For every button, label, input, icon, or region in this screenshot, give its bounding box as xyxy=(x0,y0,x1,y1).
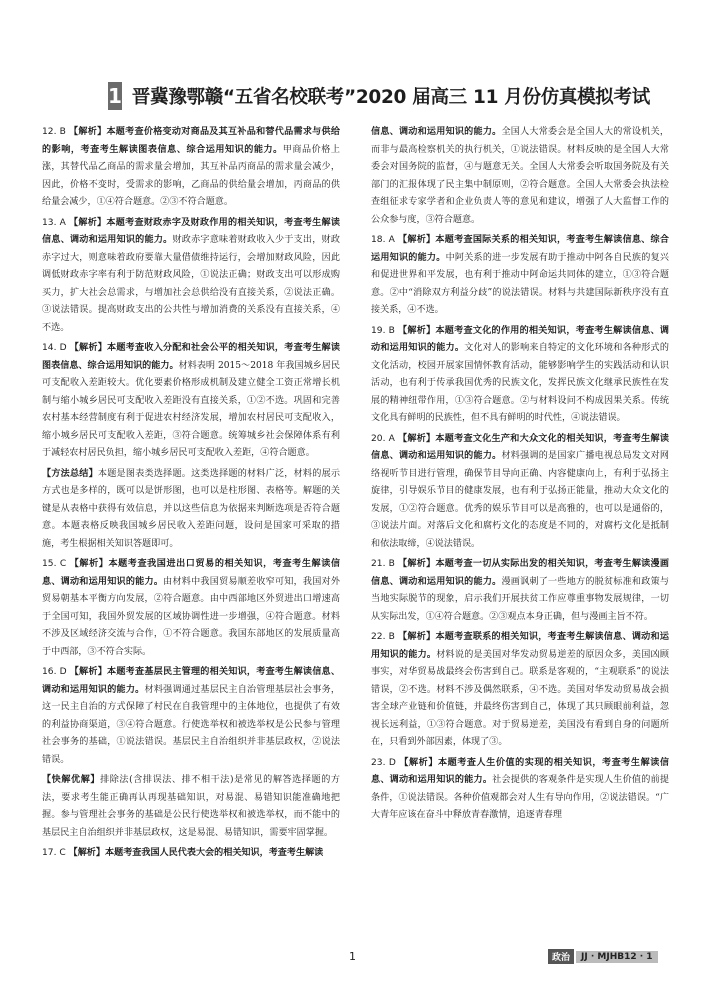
answer-entry xyxy=(371,323,669,428)
page-title: 晋冀豫鄂赣“五省名校联考”2020 届高三 11 月份仿真模拟考试 xyxy=(131,87,650,108)
subject-label: 政治 xyxy=(548,949,574,964)
answer-continuation xyxy=(371,124,669,229)
answer-number: 16. D xyxy=(42,667,67,677)
answer-number: 23. D xyxy=(371,757,396,768)
answer-entry xyxy=(42,340,340,463)
analysis-body: 由材料中我国贸易顺差收窄可知，我国对外贸易朝基本平衡方向发展，②符合题意。由中西部地区外贸进出口增速高于全国可知，我国外贸发展的区域协调性进一步增强，④符合题意。材料不涉及区域经济交流与合作，①不符合题意。我国东部地区的发展质量高于中西部，③不符合实际。 xyxy=(42,576,340,657)
method-note xyxy=(42,466,340,554)
answer-entry xyxy=(371,431,669,554)
analysis-lead: 本题考查价格变动对商品及其互补品和替代品需求与供给的影响，考查考生解读图表信息、综合运用知识的能力。 xyxy=(42,127,340,155)
answer-entry xyxy=(371,232,669,320)
analysis-tag: 【解析】 xyxy=(69,217,107,228)
analysis-tag: 【方法总结】 xyxy=(42,468,98,479)
answer-entry xyxy=(371,755,669,825)
answer-number: 18. A xyxy=(371,235,395,245)
answer-entry xyxy=(371,629,669,752)
analysis-tag: 【解析】 xyxy=(68,848,105,858)
analysis-tag: 【解析】 xyxy=(69,127,107,137)
footer-tag xyxy=(548,949,658,964)
answer-entry xyxy=(42,215,340,338)
analysis-body: 本题是图表类选择题。这类选择题的材料广泛，材料的展示方式也是多样的，既可以是饼形图，也可以是柱形图、表格等。解题的关键是从表格中获得有效信息，并以这些信息为依据来判断选项是否符合题意。本题表格反映我国城乡居民收入差距问题，设问是国家可采取的措施，考生根据相关知识答题即可。 xyxy=(42,468,340,549)
analysis-body: 材料表明 2015～2018 年我国城乡居民可支配收入差距较大。优化要素价格形成机制及建立健全工资正常增长机制与缩小城乡居民可支配收入差距没有直接关系，①②不选。巩固和完善农村基本经营制度有利于促进农村经济发展，增加农村居民可支配收入，缩小城乡居民可支配收入差距，③符合题意。统筹城乡社会保障体系有利于减轻农村居民负担，缩小城乡居民可支配收入差距，④符合题意。 xyxy=(42,360,340,458)
left-column xyxy=(42,124,340,939)
answer-number: 14. D xyxy=(42,343,67,353)
analysis-body: 社会提供的客观条件是实现人生价值的前提条件，①说法错误。各种价值观都会对人生有导向作用，②说法错误。“广大青年应该在奋斗中释放青春激情，追逐青春理 xyxy=(371,775,669,820)
answer-number: 20. A xyxy=(371,433,395,444)
page-number: 1 xyxy=(349,950,356,963)
analysis-lead: 本题考查人生价值的实现的相关知识，考查考生解读信息、调动和运用知识的能力。 xyxy=(371,757,669,785)
analysis-body: 材料强调通过基层民主自治管理基层社会事务，这一民主自治的方式保障了村民在自我管理中的主体地位，也提供了有效的利益协商渠道，③④符合题意。行使选举权和被选举权是公民参与管理社会事务的基础，①说法错误。基层民主自治组织并非基层政权，②说法错误。 xyxy=(42,684,340,765)
analysis-body: 甲商品价格上涨，其替代品乙商品的需求量会增加，其互补品丙商品的需求量会减少，因此，价格不变时，受需求的影响，乙商品的供给量会增加，丙商品的供给量会减少，①④符合题意。②③不符合题意。 xyxy=(42,144,340,207)
answer-entry xyxy=(42,124,340,212)
analysis-body: 全国人大常委会是全国人大的常设机关，而非与最高检察机关的执行机关，①说法错误。材料反映的是全国人大常委会对国务院的监督，④与题意无关。全国人大常委会听取国务院及有关部门的汇报体现了民主集中制原则，②符合题意。全国人大常委会执法检查组征求专家学者和企业负责人等的意见和建议，增强了人大监督工作的公众参与度，③符合题意。 xyxy=(371,127,669,225)
page-header xyxy=(108,78,650,114)
analysis-body: 中阿关系的进一步发展有助于推动中阿各自民族的复兴和促进世界和平发展，也有利于推动中阿命运共同体的建立，①③符合题意。②中“消除双方利益分歧”的说法错误。材料与共建国际新秩序没有直接关系，④不选。 xyxy=(371,252,669,315)
answer-number: 15. C xyxy=(42,559,67,569)
analysis-tag: 【解析】 xyxy=(398,235,436,245)
answer-number: 21. B xyxy=(371,559,395,569)
analysis-lead: 本题考查国际关系的相关知识，考查考生解读信息、综合运用知识的能力。 xyxy=(371,235,669,263)
analysis-lead: 本题考查文化生产和大众文化的相关知识，考查考生解读信息、调动和运用知识的能力。 xyxy=(371,433,669,461)
answer-entry xyxy=(371,556,669,626)
analysis-lead: 本题考查我国进出口贸易的相关知识，考查考生解读信息、调动和运用知识的能力。 xyxy=(42,559,340,587)
analysis-lead: 本题考查一切从实际出发的相关知识，考查考生解读漫画信息、调动和运用知识的能力。 xyxy=(371,559,669,587)
document-code: JJ · MJHB12 · 1 xyxy=(576,951,658,963)
analysis-body: 排除法(含排误法、排不相干法)是常见的解答选择题的方法，要求考生能正确再认再现基础知识，对易混、易错知识能准确地把握。参与管理社会事务的基础是公民行使选举权和被选举权，而不能中的基层民主自治组织并非基层政权，这是易混、易错知识，需要牢固掌握。 xyxy=(42,775,340,838)
analysis-body: 材料说的是美国对华发动贸易逆差的原因众多，美国凶顾事实，对华贸易战最终会伤害到自己。联系是客观的，“主观联系”的说法错误，②不选。材料不涉及偶然联系，④不选。美国对华发动贸易战会损害全球产业链和价值链，并最终伤害到自己，体现了其只顾眼前利益，忽视长远利益，①③符合题意。对于贸易逆差，美国没有看到自身的问题所在，只看到外部因素，体现了③。 xyxy=(371,649,669,747)
analysis-lead: 本题考查联系的相关知识，考查考生解读信息、调动和运用知识的能力。 xyxy=(371,632,669,660)
analysis-lead: 信息、调动和运用知识的能力。 xyxy=(371,127,502,137)
analysis-lead: 本题考查基层民主管理的相关知识，考查考生解读信息、调动和运用知识的能力。 xyxy=(42,667,340,695)
answer-number: 12. B xyxy=(42,127,66,137)
answer-number: 13. A xyxy=(42,217,66,228)
analysis-body: 漫画讽刺了一些地方的脱贫标准和政策与当地实际脱节的现象，启示我们开展扶贫工作应尊重事物发展规律，一切从实际出发，①④符合题意。②③观点本身正确，但与漫画主旨不符。 xyxy=(371,576,669,622)
method-note xyxy=(42,772,340,842)
answer-number: 17. C xyxy=(42,848,66,858)
analysis-tag: 【快解优解】 xyxy=(42,775,101,785)
answer-entry xyxy=(42,556,340,661)
answer-number: 22. B xyxy=(371,632,395,642)
analysis-body: 文化对人的影响来自特定的文化环境和各种形式的文化活动，校园开展家国情怀教育活动，能够影响学生的实践活动和认识活动，也有利于传承我国优秀的民族文化，发挥民族文化继承民族性在发展的精神纽带作用，①③符合题意。②与材料设问不构成因果关系。传统文化具有鲜明的民族性，但不具有鲜明的时代性，④说法错误。 xyxy=(371,343,669,423)
analysis-lead: 本题考查我国人民代表大会的相关知识，考查考生解读 xyxy=(105,848,324,858)
analysis-tag: 【解析】 xyxy=(399,757,438,768)
analysis-tag: 【解析】 xyxy=(398,325,436,336)
analysis-tag: 【解析】 xyxy=(69,559,109,569)
answer-entry xyxy=(42,845,340,863)
analysis-tag: 【解析】 xyxy=(398,632,436,642)
analysis-body: 财政赤字意味着财政收入少于支出，财政赤字过大，则意味着政府要靠大量借债维持运行，会增加财政风险，因此调低财政赤字率有利于防范财政风险，①说法正确；财政支出可以形成购买力，扩大社会总需求，与增加社会总供给没有直接关系，②说法正确。③说法错误。提高财政支出的公共性与增加消费的关系没有直接关系，④不选。 xyxy=(42,235,340,333)
answer-number: 19. B xyxy=(371,325,395,336)
analysis-lead: 本题考查财政赤字及财政作用的相关知识，考查考生解读信息、调动和运用知识的能力。 xyxy=(42,217,340,245)
answer-entry xyxy=(42,664,340,769)
section-number-badge: 1 xyxy=(108,84,122,108)
analysis-lead: 本题考查收入分配和社会公平的相关知识，考查考生解读图表信息、综合运用知识的能力。 xyxy=(42,343,340,371)
analysis-tag: 【解析】 xyxy=(398,433,436,444)
analysis-tag: 【解析】 xyxy=(398,559,436,569)
right-column xyxy=(371,124,669,939)
analysis-tag: 【解析】 xyxy=(69,667,108,677)
analysis-tag: 【解析】 xyxy=(69,343,108,353)
analysis-body: 材料强调的是国家广播电视总局发文对网络视听节目进行管理，确保节目导向正确、内容健康向上，有利于弘扬主旋律，引导娱乐节目的健康发展，也有利于弘扬正能量，推动大众文化的发展，①②符合题意。优秀的娱乐节目可以是高雅的，也可以是通俗的，③说法片面。对落后文化和腐朽文化的态度是不同的，对腐朽文化是抵制和依法取缔，④说法错误。 xyxy=(371,451,669,549)
analysis-lead: 本题考查文化的作用的相关知识，考查考生解读信息、调动和运用知识的能力。 xyxy=(371,325,669,353)
